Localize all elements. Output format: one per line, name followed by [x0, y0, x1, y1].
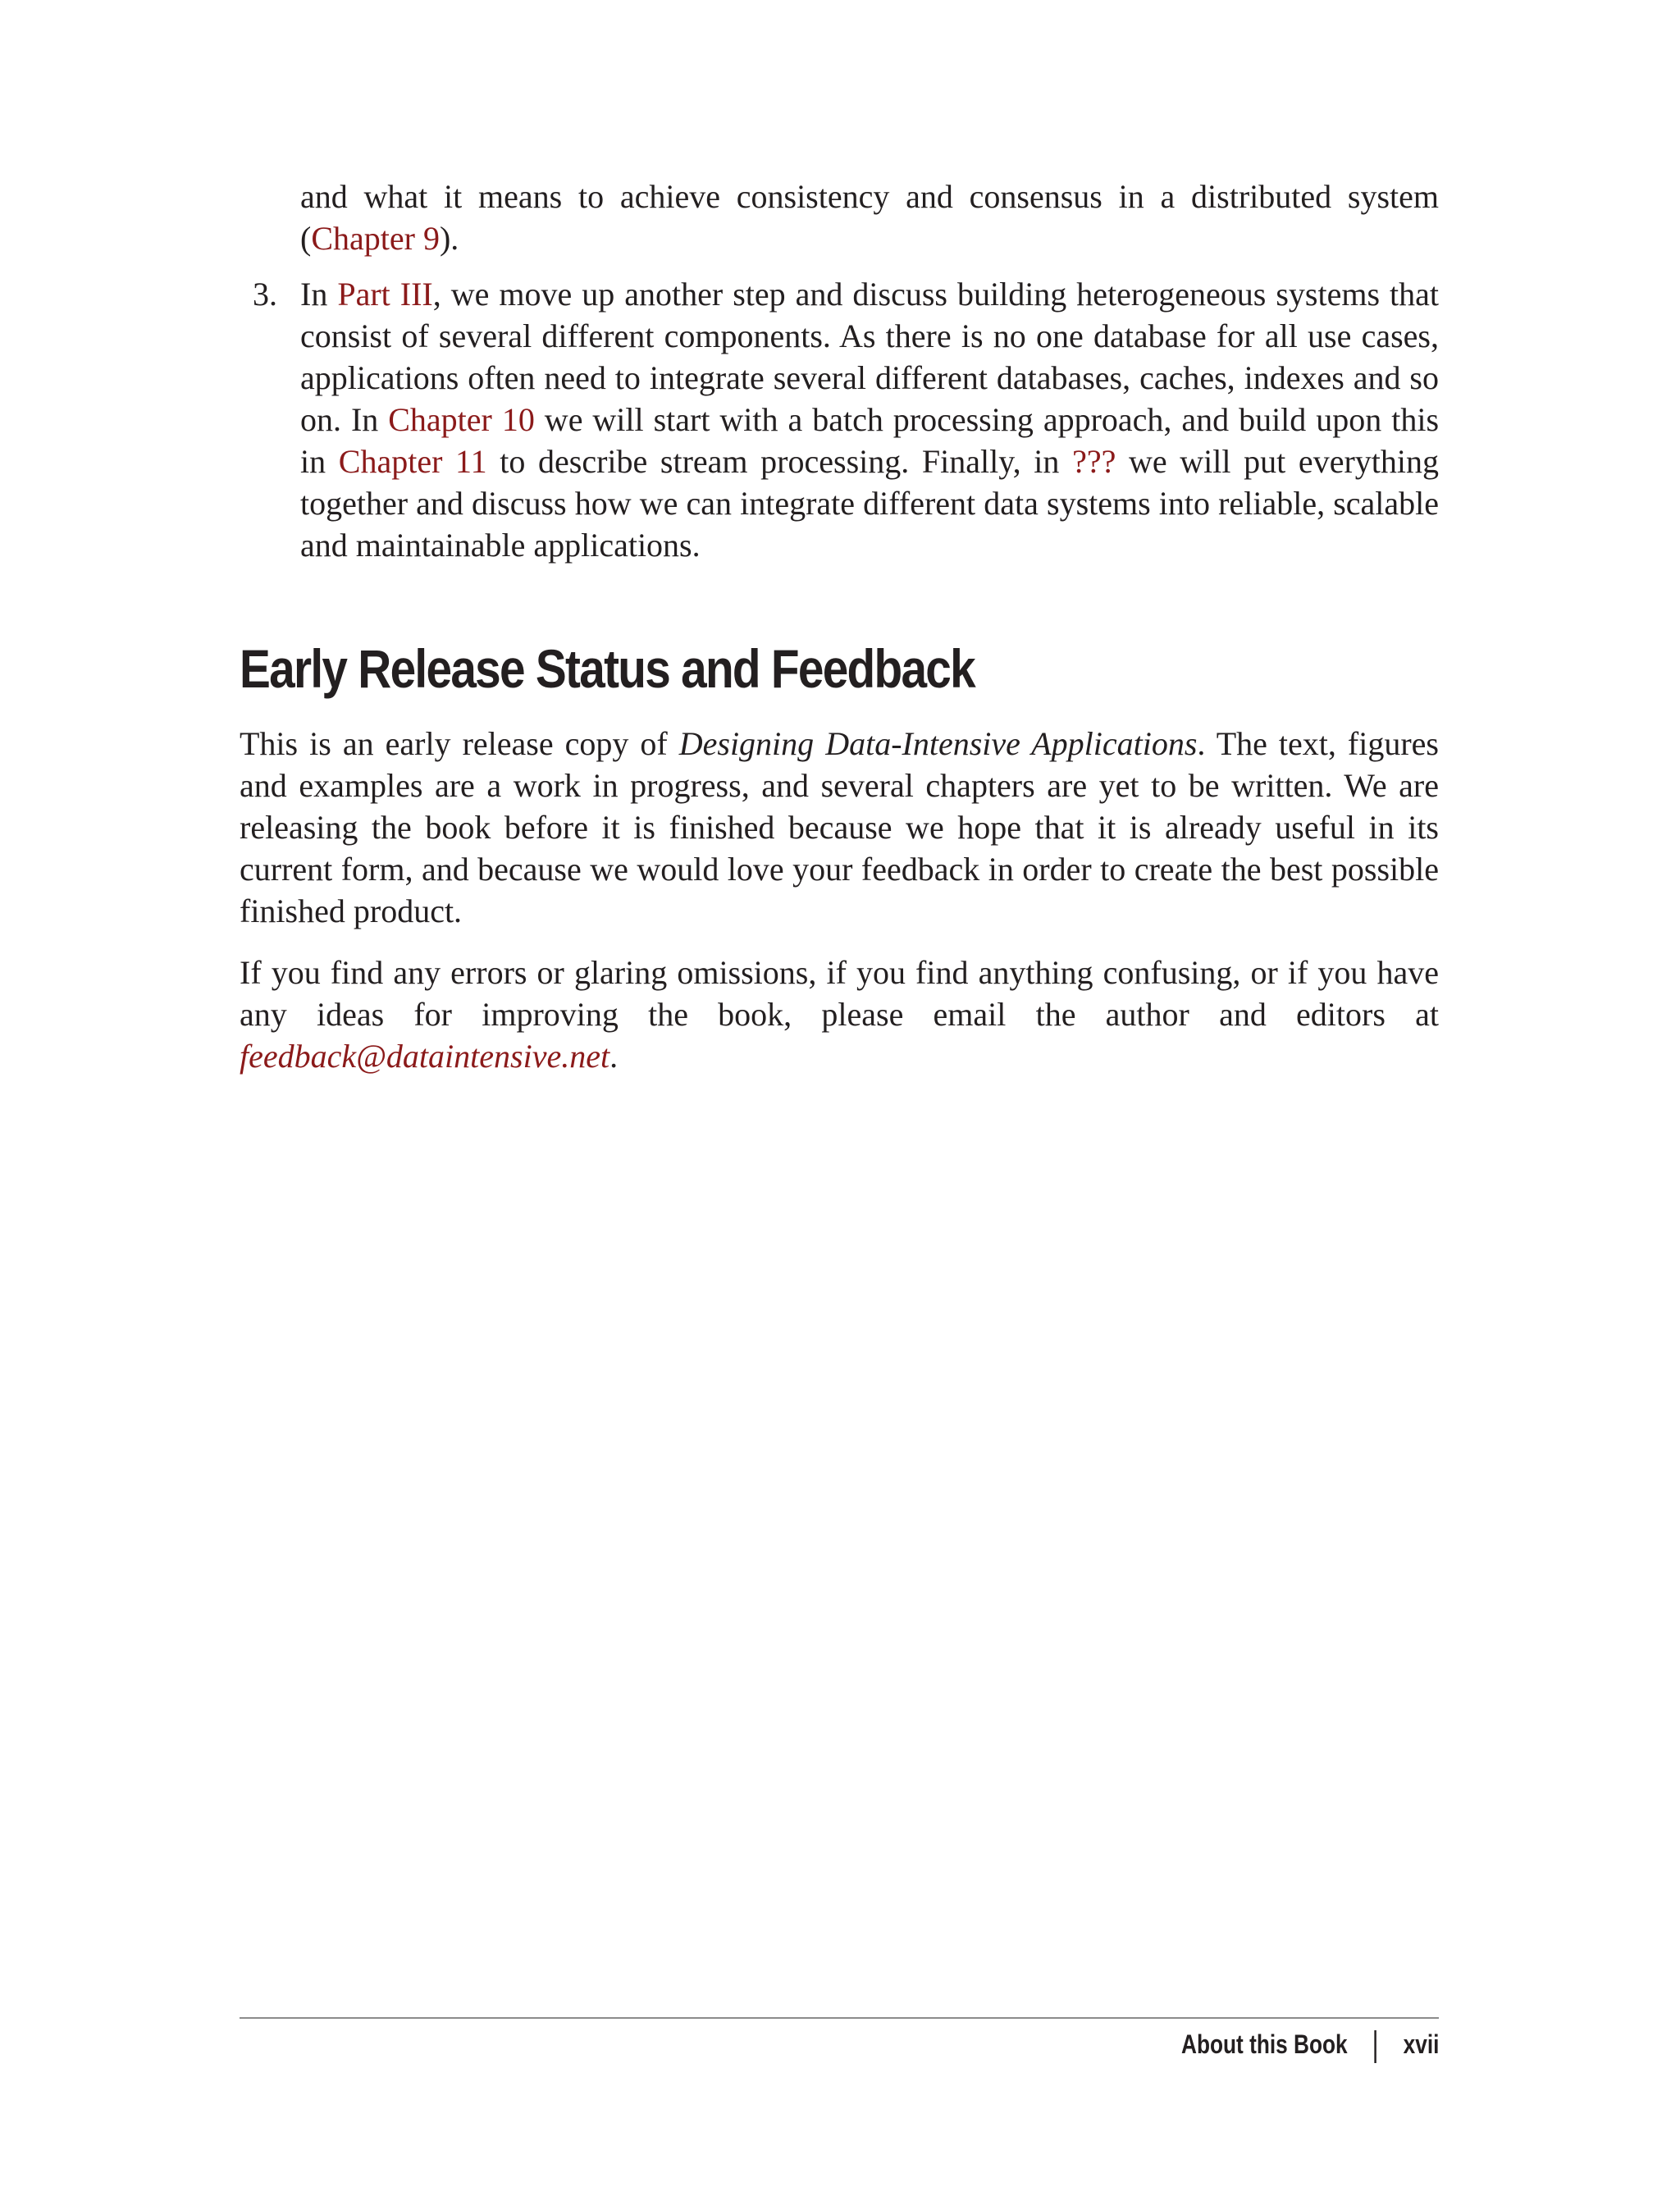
paragraph-early-release: This is an early release copy of Designing Data-Intensive Applications. The text, figures and examples are a work in progress, and several chapters are yet to be written. We are releasing the book before it is finished because we hope that it is already useful in its current form, and because we would love your feedback in order to create the best possible finished product.: [240, 725, 1439, 929]
link-chapter-10[interactable]: Chapter 10: [388, 401, 535, 438]
page-footer: [1181, 2025, 1439, 2064]
list-cont-text: and what it means to achieve consistency and consensus in a distributed system (: [300, 178, 1439, 257]
feedback-email-link[interactable]: feedback@dataintensive.net: [240, 1038, 610, 1075]
list-item-continuation: [300, 176, 1439, 259]
footer-rule: [240, 2017, 1439, 2019]
link-unresolved-reference[interactable]: ???: [1072, 443, 1116, 480]
list-item-3-text: In Part III, we move up another step and discuss building heterogeneous systems that consist of several different components. As there is no one database for all use cases, applications often need to integrate several different databases, caches, indexes and so on. In Chapter 10 we will start with a batch processing approach, and build upon this in Chapter 11 to describe stream processing. Finally, in ??? we will put everything together and discuss how we can integrate different data systems into reliable, scalable and maintainable applications.: [300, 276, 1440, 564]
list-number: 3.: [253, 276, 277, 313]
link-chapter-11[interactable]: Chapter 11: [338, 443, 487, 480]
footer-separator: [1374, 2030, 1376, 2063]
paragraph-feedback: If you find any errors or glaring omissions, if you find anything confusing, or if you have any ideas for improving the book, please email the author and editors at feedback@dataintensive.net.: [240, 954, 1439, 1075]
book-title: Designing Data-Intensive Applications: [678, 725, 1198, 762]
footer-section-title: About this Book: [1180, 2029, 1348, 2059]
section-heading: Early Release Status and Feedback: [240, 638, 975, 699]
link-chapter-9[interactable]: Chapter 9: [311, 220, 440, 257]
list-item-3: [253, 273, 1440, 566]
page-number: xvii: [1403, 2029, 1439, 2059]
link-part-iii[interactable]: Part III: [337, 276, 433, 313]
list-cont-text-end: ).: [439, 220, 459, 257]
